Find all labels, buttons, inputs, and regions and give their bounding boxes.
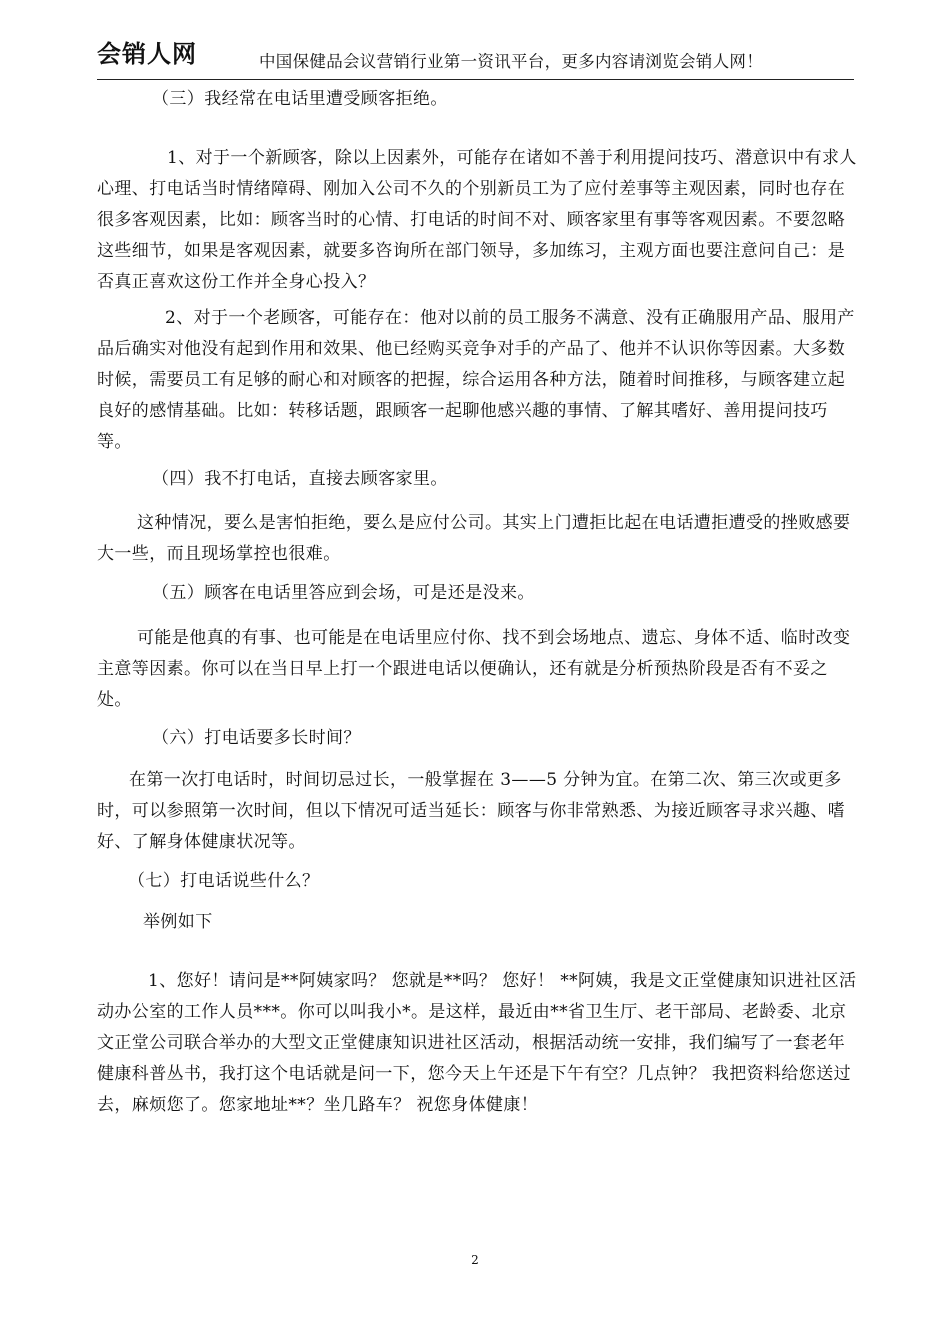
header-divider (97, 79, 854, 80)
heading-4: （四）我不打电话，直接去顾客家里。 (152, 469, 448, 489)
heading-6: （六）打电话要多长时间？ (152, 728, 361, 748)
example-intro: 举例如下 (143, 912, 213, 932)
paragraph-call-duration: 在第一次打电话时，时间切忌过长，一般掌握在 3——5 分钟为宜。在第二次、第三次或更多时，可以参照第一次时间，但以下情况可适当延长：顾客与你非常熟悉、为接近顾客寻求兴趣、嗜好、了解身体健康状况等。 (97, 770, 846, 852)
page-number: 2 (471, 1253, 479, 1267)
paragraph-example-script: 1、您好！请问是**阿姨家吗？ 您就是**吗？ 您好！ **阿姨，我是文正堂健康知识进社区活动办公室的工作人员***。你可以叫我小*。是这样，最近由**省卫生厅、老干部局、老龄委、北京文正堂公司联合举办的大型文正堂健康知识进社区活动，根据活动统一安排，我们编写了一套老年健康科普丛书，我打这个电话就是问一下，您今天上午还是下午有空？几点钟？ 我把资料给您送过去，麻烦您了。您家地址**？坐几路车？ 祝您身体健康！ (97, 971, 857, 1115)
paragraph-no-show: 可能是他真的有事、也可能是在电话里应付你、找不到会场地点、遗忘、身体不适、临时改变主意等因素。你可以在当日早上打一个跟进电话以便确认，还有就是分析预热阶段是否有不妥之处。 (97, 628, 851, 710)
heading-7: （七）打电话说些什么？ (128, 871, 320, 891)
heading-3: （三）我经常在电话里遭受顾客拒绝。 (152, 89, 448, 109)
heading-5: （五）顾客在电话里答应到会场，可是还是没来。 (152, 583, 535, 603)
paragraph-old-customer: 2、对于一个老顾客，可能存在：他对以前的员工服务不满意、没有正确服用产品、服用产品后确实对他没有起到作用和效果、他已经购买竞争对手的产品了、他并不认识你等因素。大多数时候，需要员工有足够的耐心和对顾客的把握，综合运用各种方法，随着时间推移，与顾客建立起良好的感情基础。比如：转移话题，跟顾客一起聊他感兴趣的事情、了解其嗜好、善用提问技巧等。 (97, 308, 855, 452)
site-logo: 会销人网 (97, 40, 197, 68)
paragraph-home-visit: 这种情况，要么是害怕拒绝，要么是应付公司。其实上门遭拒比起在电话遭拒遭受的挫败感要大一些，而且现场掌控也很难。 (97, 513, 851, 564)
header-tagline: 中国保健品会议营销行业第一资讯平台，更多内容请浏览会销人网！ (259, 52, 763, 71)
paragraph-new-customer: 1、对于一个新顾客，除以上因素外，可能存在诸如不善于利用提问技巧、潜意识中有求人心理、打电话当时情绪障碍、刚加入公司不久的个别新员工为了应付差事等主观因素，同时也存在很多客观因素，比如：顾客当时的心情、打电话的时间不对、顾客家里有事等客观因素。不要忽略这些细节，如果是客观因素，就要多咨询所在部门领导，多加练习，主观方面也要注意问自己：是否真正喜欢这份工作并全身心投入？ (97, 148, 857, 292)
